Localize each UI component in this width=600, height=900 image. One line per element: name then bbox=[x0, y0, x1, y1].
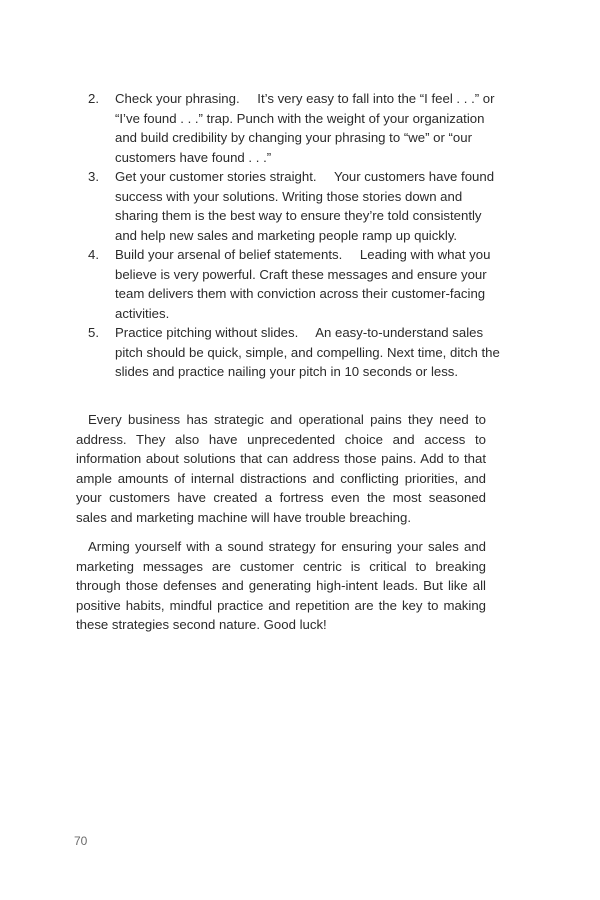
list-item-body: Your customers have found success with your solutions. Writing those stories down and sharing them is the best way to ensure they’re told consistently and help new sales and marketing people ramp up quickly. bbox=[115, 169, 495, 243]
list-item-number: 5. bbox=[88, 325, 99, 340]
list-item-body: It’s very easy to fall into the “I feel . . .” or “I’ve found . . .” trap. Punch with the weight of your organization and build credibility by changing your phrasing to “we” or “our customers have found . . .” bbox=[115, 91, 495, 165]
list-item bbox=[88, 323, 500, 382]
list-item-body: Leading with what you believe is very powerful. Craft these messages and ensure your team delivers them with conviction across their customer-facing activities. bbox=[115, 247, 491, 321]
list-item bbox=[88, 245, 500, 323]
list-item-title: Practice pitching without slides. bbox=[115, 325, 299, 340]
body-paragraph: Arming yourself with a sound strategy for ensuring your sales and marketing messages are customer centric is critical to breaking through those defenses and generating high-intent leads. But like all positive habits, mindful practice and repetition are the key to making these strategies second nature. Good luck! bbox=[76, 539, 486, 632]
body-paragraph: Every business has strategic and operational pains they need to address. They also have unprecedented choice and access to information about solutions that can address those pains. Add to that ample amounts of internal distractions and conflicting priorities, and your customers have created a fortress even the most seasoned sales and marketing machine will have trouble breaching. bbox=[76, 412, 486, 525]
list-item-number: 4. bbox=[88, 247, 99, 262]
list-item-body: An easy-to-understand sales pitch should be quick, simple, and compelling. Next time, ditch the slides and practice nailing your pitch in 10 seconds or less. bbox=[115, 325, 500, 379]
page-number: 70 bbox=[74, 834, 88, 848]
list-item-title: Get your customer stories straight. bbox=[115, 169, 317, 184]
list-item-number: 2. bbox=[88, 91, 99, 106]
list-item bbox=[88, 167, 500, 245]
list-item-number: 3. bbox=[88, 169, 99, 184]
tips-list bbox=[88, 89, 500, 382]
list-item-title: Check your phrasing. bbox=[115, 91, 240, 106]
list-item bbox=[88, 89, 500, 167]
list-item-title: Build your arsenal of belief statements. bbox=[115, 247, 343, 262]
